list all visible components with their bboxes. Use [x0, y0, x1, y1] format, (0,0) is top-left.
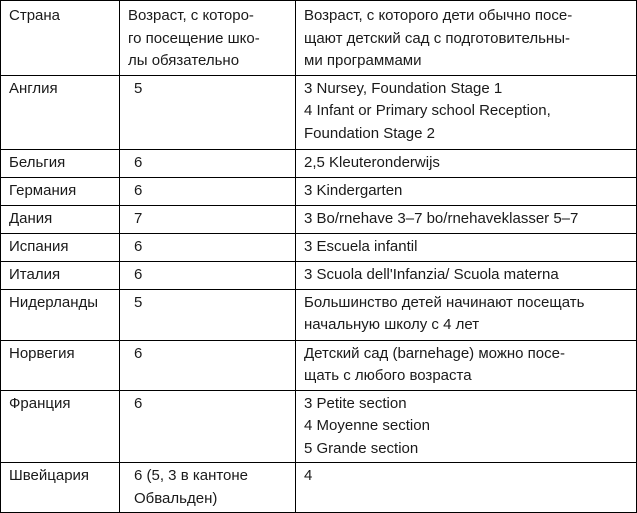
country-cell: Англия: [1, 75, 120, 149]
compulsory-age-cell: 7: [120, 205, 296, 233]
compulsory-age-cell: 6: [120, 390, 296, 463]
country-cell: Норвегия: [1, 340, 120, 390]
kindergarten-cell: 3 Scuola dell'Infanzia/ Scuola materna: [296, 261, 637, 289]
kindergarten-cell: 3 Escuela infantil: [296, 233, 637, 261]
table-row: [1, 390, 637, 463]
kindergarten-cell: 3 Kindergarten: [296, 177, 637, 205]
country-cell: Бельгия: [1, 149, 120, 177]
header-country: Страна: [1, 1, 120, 76]
kindergarten-cell: 2,5 Kleuteronderwijs: [296, 149, 637, 177]
table-row: [1, 205, 637, 233]
kindergarten-cell: Детский сад (barnehage) можно посе- щать с любого возраста: [296, 340, 637, 390]
compulsory-age-cell: 6: [120, 261, 296, 289]
kindergarten-cell: 3 Petite section 4 Moyenne section 5 Grande section: [296, 390, 637, 463]
compulsory-age-cell: 6: [120, 233, 296, 261]
table-row: [1, 149, 637, 177]
table-row: [1, 261, 637, 289]
compulsory-age-cell: 6: [120, 340, 296, 390]
country-cell: Швейцария: [1, 463, 120, 513]
compulsory-age-cell: 6 (5, 3 в кантоне Обвальден): [120, 463, 296, 513]
table-row: [1, 75, 637, 149]
table-row: [1, 177, 637, 205]
kindergarten-cell: 3 Bo/rnehave 3–7 bo/rnehaveklasser 5–7: [296, 205, 637, 233]
country-cell: Германия: [1, 177, 120, 205]
compulsory-age-cell: 5: [120, 289, 296, 340]
table-row: [1, 463, 637, 513]
table-row: [1, 233, 637, 261]
header-compulsory-age: Возраст, с которо- го посещение шко- лы обязательно: [120, 1, 296, 76]
kindergarten-cell: 3 Nursey, Foundation Stage 1 4 Infant or Primary school Reception, Foundation Stage 2: [296, 75, 637, 149]
compulsory-age-cell: 6: [120, 149, 296, 177]
country-cell: Дания: [1, 205, 120, 233]
header-kindergarten-age: Возраст, с которого дети обычно посе- щают детский сад с подготовительны- ми программами: [296, 1, 637, 76]
country-cell: Испания: [1, 233, 120, 261]
table-header-row: [1, 1, 637, 76]
table-row: [1, 289, 637, 340]
compulsory-age-cell: 5: [120, 75, 296, 149]
table-row: [1, 340, 637, 390]
kindergarten-cell: 4: [296, 463, 637, 513]
kindergarten-cell: Большинство детей начинают посещать начальную школу с 4 лет: [296, 289, 637, 340]
country-cell: Нидерланды: [1, 289, 120, 340]
country-cell: Франция: [1, 390, 120, 463]
country-cell: Италия: [1, 261, 120, 289]
compulsory-age-cell: 6: [120, 177, 296, 205]
